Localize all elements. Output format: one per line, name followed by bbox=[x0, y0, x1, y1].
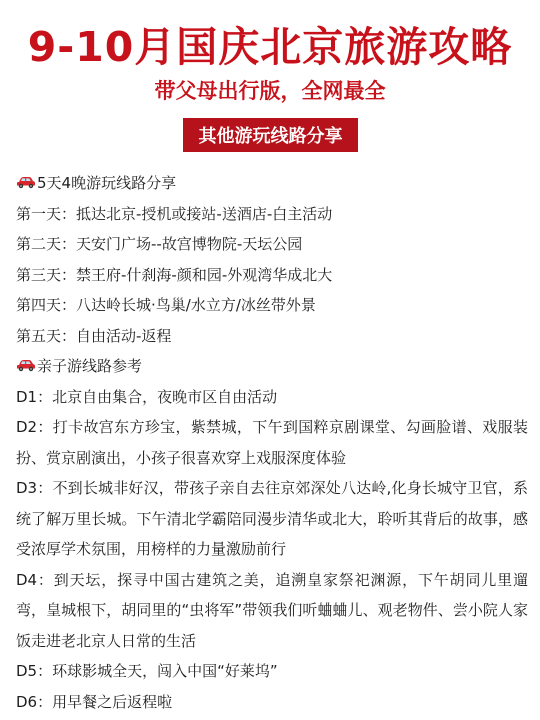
route-5day-day-5: 第五天：自由活动-返程 bbox=[16, 326, 172, 345]
route-5day-day-4: 第四天：八达岭长城·鸟巢/水立方/冰丝带外景 bbox=[16, 296, 316, 314]
page-subtitle: 带父母出行版，全网最全 bbox=[154, 79, 386, 103]
route-5day-heading-text: 5天4晚游玩线路分享 bbox=[37, 174, 177, 192]
route-content bbox=[16, 168, 528, 717]
section-banner: 其他游玩线路分享 bbox=[183, 118, 358, 152]
route-family-day-3: D3：不到长城非好汉，带孩子亲自去往京郊深处八达岭,化身长城守卫官，系统了解万里长城。下午清北学霸陪同漫步清华或北大，聆听其背后的故事，感受浓厚学术氛围，用榜样的力量激励前行 bbox=[16, 479, 528, 558]
route-family-day-4: D4：到天坛，探寻中国古建筑之美，追溯皇家祭祀渊源，下午胡同儿里遛弯，皇城根下，胡同里的“虫将军”带领我们听蛐蛐儿、观老物件、尝小院人家饭走进老北京人日常的生活 bbox=[16, 570, 528, 650]
route-5day-day-3: 第三天：禁王府-什刹海-颜和园-外观湾华成北大 bbox=[16, 265, 333, 284]
page-title: 9-10月国庆北京旅游攻略 bbox=[27, 23, 513, 71]
route-5day-heading bbox=[16, 168, 528, 199]
route-family-day-6: D6：用早餐之后返程啦 bbox=[16, 692, 173, 711]
route-family-heading bbox=[16, 351, 528, 382]
route-5day-day-1: 第一天：抵达北京-授机或接站-送酒店-白主活动 bbox=[16, 204, 333, 223]
route-family-day-1: D1：北京自由集合，夜晚市区自由活动 bbox=[16, 387, 278, 406]
car-icon bbox=[16, 175, 36, 189]
car-icon bbox=[16, 358, 36, 372]
route-family-day-5: D5：环球影城全天，闯入中国“好莱坞” bbox=[16, 662, 278, 680]
route-5day-day-2: 第二天：天安门广场--故宫博物院-天坛公园 bbox=[16, 235, 303, 253]
route-family-heading-text: 亲子游线路参考 bbox=[37, 357, 143, 375]
route-family-day-2: D2：打卡故宫东方珍宝，紫禁城，下午到国粹京剧课堂、勾画脸谱、戏服装扮、赏京剧演出，小孩子很喜欢穿上戏服深度体验 bbox=[16, 418, 528, 467]
